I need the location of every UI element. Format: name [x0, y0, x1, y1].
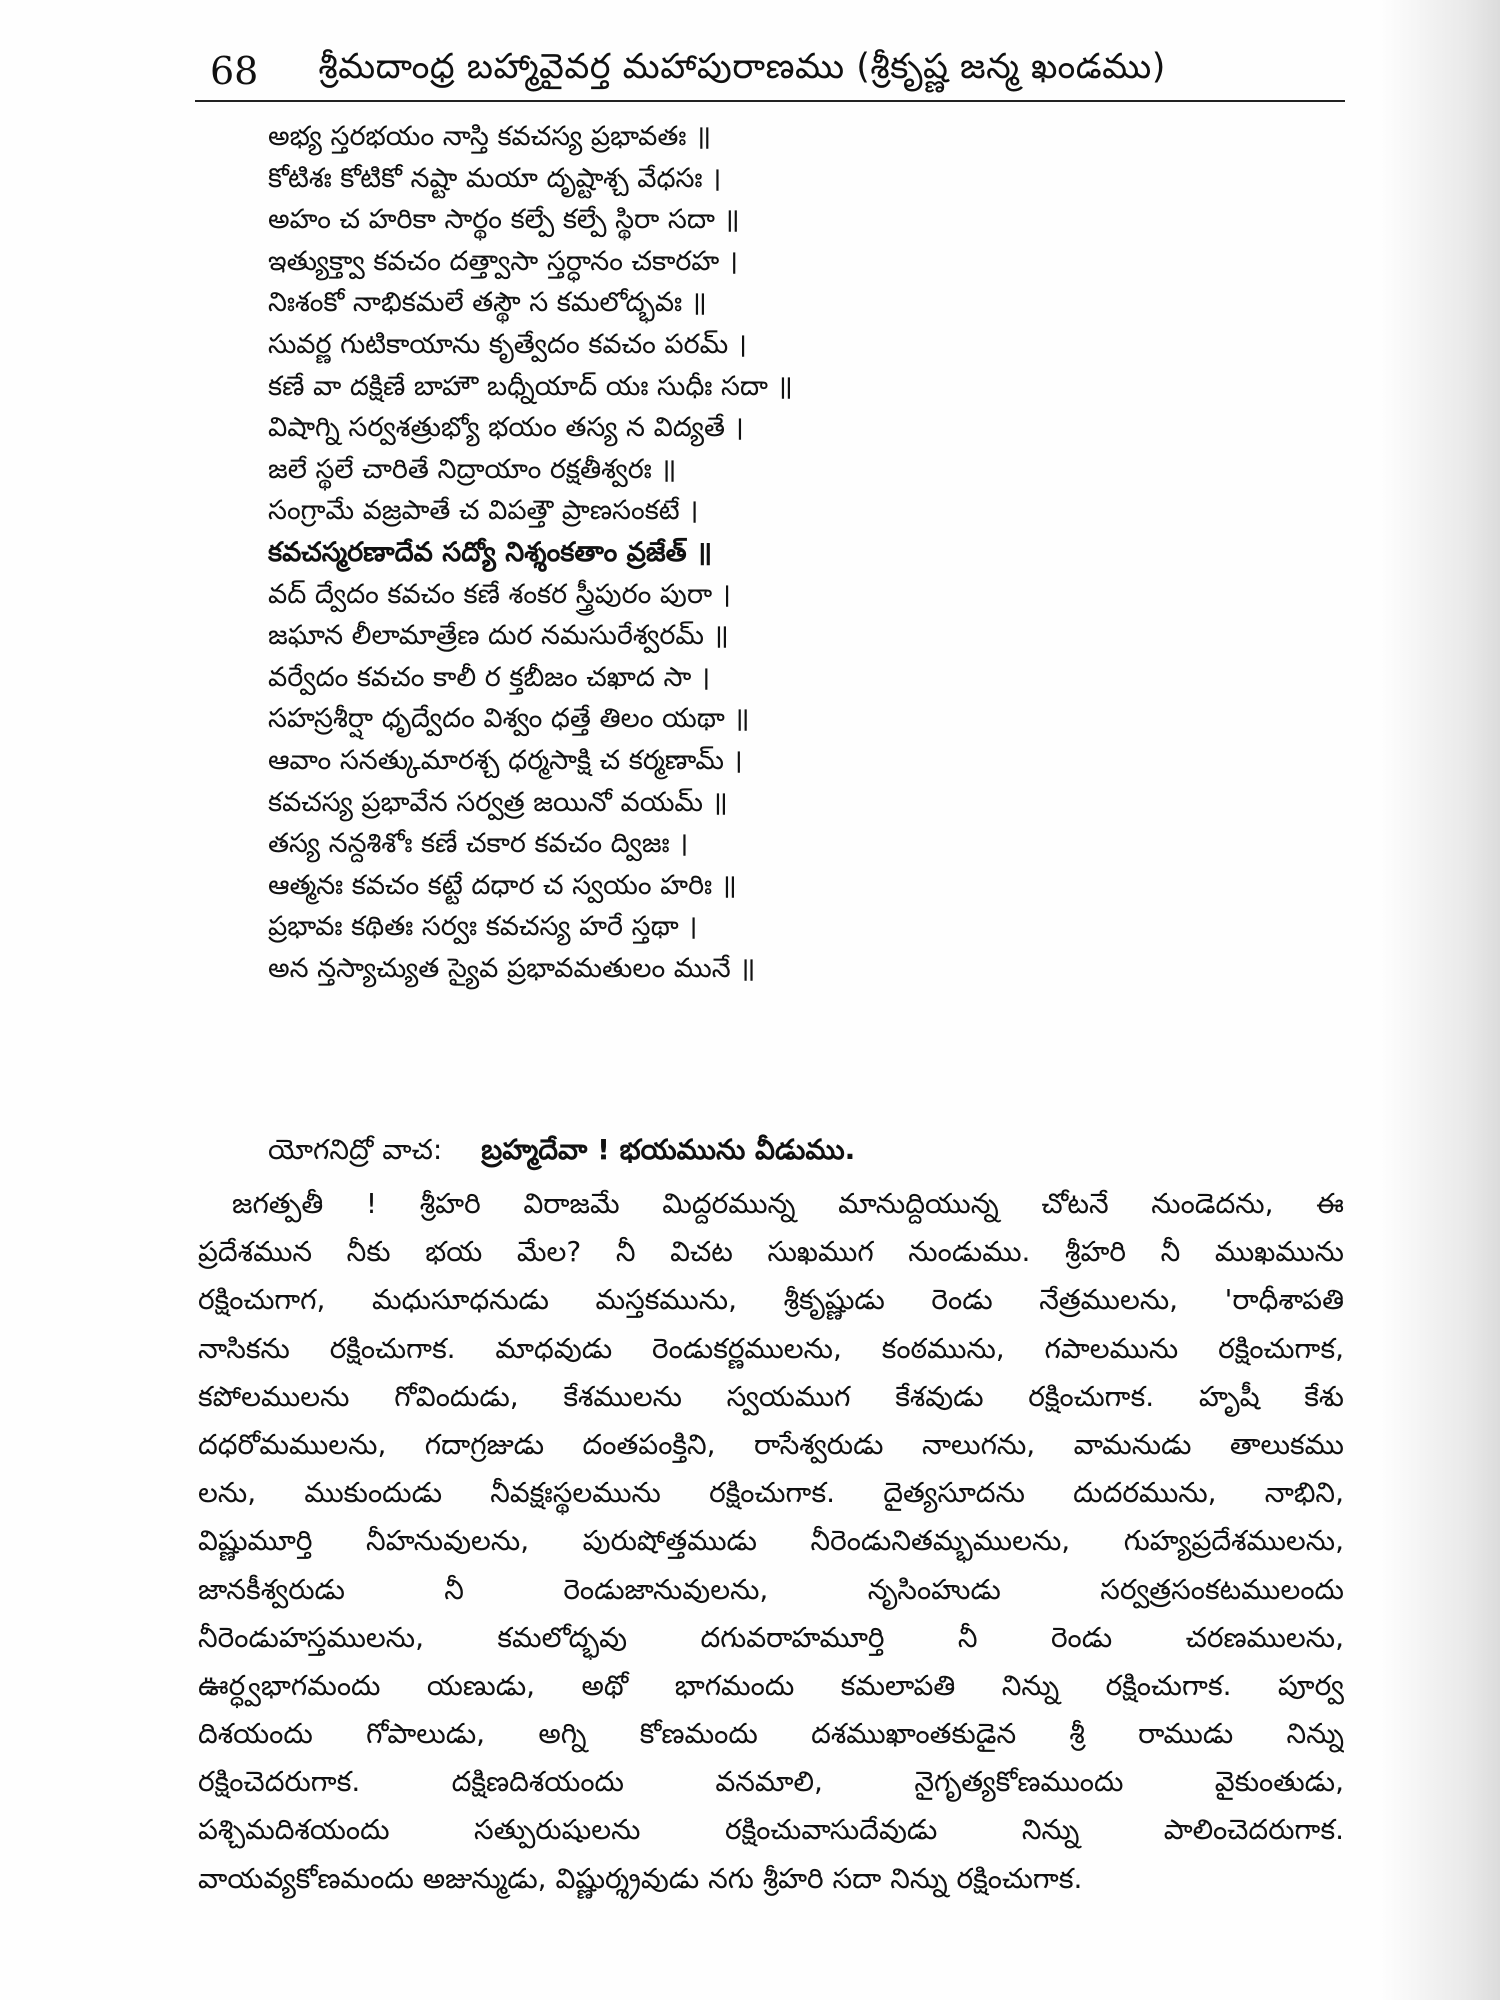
verse-line: నిఃశంకో నాభికమలే తస్థౌ స కమలోద్భవః ॥	[268, 287, 707, 319]
verse-line: అభ్య స్తరభయం నాస్తి కవచస్య ప్రభావతః ॥	[268, 121, 712, 152]
verse-line: వర్వేదం కవచం కాలీ ర క్తబీజం చఖాద సా ।	[268, 661, 711, 693]
verse-line: విషాగ్ని సర్వశత్రుభ్యో భయం తస్య న విద్యతే ।	[268, 412, 744, 444]
verse-line: జఘాన లీలామాత్రేణ దుర నమసురేశ్వరమ్ ॥	[268, 620, 729, 652]
page-edge-shadow	[1380, 0, 1500, 2000]
verse-line: సంగ్రామే వజ్రపాతే చ విపత్తౌ ప్రాణసంకటే ।	[268, 495, 699, 527]
prose-line: రక్షించుగాగ, మధుసూధనుడు మస్తకమును, శ్రీకృష్ణుడు రెండు నేత్రములను, 'రాధీశాపతి	[198, 1283, 1344, 1317]
header-rule	[195, 100, 1345, 102]
prose-line: ఊర్ధ్వభాగమందు యణుడు, అథో భాగమందు కమలాపతి నిన్ను రక్షించుగాక. పూర్వ	[198, 1668, 1344, 1702]
verse-line: ఇత్యుక్త్వా కవచం దత్త్వాసా స్తర్ధానం చకారహ ।	[268, 245, 739, 277]
prose-line: పశ్చిమదిశయందు సత్పురుషులను రక్షించువాసుదేవుడు నిన్ను పాలించెదరుగాక.	[198, 1813, 1344, 1847]
prose-line: నీరెండుహస్తములను, కమలోద్భవు దగువరాహమూర్తి నీ రెండు చరణములను,	[198, 1620, 1344, 1654]
speech-heading	[268, 1128, 1268, 1172]
prose-line: జగత్పతీ ! శ్రీహరి విరాజమే మిద్దరమున్న మానుద్దియున్న చోటనే నుండెదను, ఈ	[232, 1187, 1344, 1220]
prose-line: జానకీశ్వరుడు నీ రెండుజానువులను, నృసింహుడు సర్వత్రసంకటములందు	[198, 1572, 1344, 1606]
verse-line: అన న్తస్యాచ్యుత స్యైవ ప్రభావమతులం మునే ॥	[268, 952, 756, 984]
running-title: శ్రీమదాంధ్ర బహ్మావైవర్త మహాపురాణము (శ్రీకృష్ణ జన్మ ఖండము)	[318, 47, 1166, 87]
verse-line-bold: కవచస్మరణాదేవ సద్యో నిశ్శంకతాం వ్రజేత్ ॥	[268, 536, 713, 568]
verse-line: కోటిశః కోటికో నష్టా మయా దృష్టాశ్చ వేధసః ।	[268, 162, 722, 194]
verse-line: ఆత్మనః కవచం కట్టే దధార చ స్వయం హరిః ॥	[268, 869, 737, 901]
prose-line: విష్ణుమూర్తి నీహనువులను, పురుషోత్తముడు నీరెండునితమ్భములను, గుహ్యప్రదేశములను,	[198, 1524, 1344, 1558]
verse-line: సువర్ణ గుటికాయాను కృత్వేదం కవచం పరమ్ ।	[268, 328, 747, 360]
prose-line: లను, ముకుందుడు నీవక్షఃస్థలమును రక్షించుగాక. దైత్యసూదను దుదరమును, నాభిని,	[198, 1476, 1344, 1510]
verse-line: అహం చ హరికా సార్థం కల్పే కల్పే స్థిరా సదా ॥	[268, 204, 740, 236]
verse-line: కణే వా దక్షిణే బాహౌ బధ్నీయాద్ యః సుధీః సదా ॥	[268, 370, 793, 402]
prose-line: ప్రదేశమున నీకు భయ మేల? నీ విచట సుఖముగ నుండుము. శ్రీహరి నీ ముఖమును	[198, 1235, 1344, 1269]
prose-line: నాసికను రక్షించుగాక. మాధవుడు రెండుకర్ణములను, కంఠమును, గపాలమును రక్షించుగాక,	[198, 1331, 1344, 1365]
verse-line: ప్రభావః కథితః సర్వః కవచస్య హరే స్తథా ।	[268, 911, 698, 943]
verse-line: వద్ ద్వేదం కవచం కణే శంకర స్త్రీపురం పురా ।	[268, 578, 731, 610]
speaker-label: యోగనిద్రో వాచ:	[268, 1133, 443, 1166]
verse-line: జలే స్థలే చారితే నిద్రాయాం రక్షతీశ్వరః ॥	[268, 453, 677, 485]
prose-line: వాయవ్యకోణమందు అజున్ముడు, విష్ణుర్శ్రవుడు నగు శ్రీహరి సదా నిన్ను రక్షించుగాక.	[198, 1861, 1083, 1895]
prose-line: రక్షించెదరుగాక. దక్షిణదిశయందు వనమాలి, నైగృత్యకోణముందు వైకుంతుడు,	[198, 1765, 1344, 1799]
page-number: 68	[210, 49, 259, 93]
page-header	[210, 42, 1340, 100]
verse-line: కవచస్య ప్రభావేన సర్వత్ర జయినో వయమ్ ॥	[268, 786, 728, 818]
prose-paragraph	[198, 1180, 1344, 1903]
verse-line: ఆవాం సనత్కుమారశ్చ ధర్మసాక్షి చ కర్మణామ్ ।	[268, 744, 743, 776]
prose-line: కపోలములను గోవిందుడు, కేశములను స్వయముగ కేశవుడు రక్షించుగాక. హృషీ కేశు	[198, 1379, 1344, 1413]
prose-line: దిశయందు గోపాలుడు, అగ్ని కోణమందు దశముఖాంతకుడైన శ్రీ రాముడు నిన్ను	[198, 1717, 1344, 1751]
verse-block	[268, 116, 1268, 989]
speech-address: బ్రహ్మదేవా ! భయమును వీడుము.	[481, 1133, 856, 1166]
verse-line: సహస్రశీర్షా ధృద్వేదం విశ్వం ధత్తే తిలం యథా ॥	[268, 703, 750, 735]
verse-line: తస్య నన్దశిశోః కణే చకార కవచం ద్విజః ।	[268, 828, 689, 860]
prose-line: దధరోమములను, గదాగ్రజుడు దంతపంక్తిని, రాసేశ్వరుడు నాలుగను, వామనుడు తాలుకము	[198, 1427, 1344, 1461]
